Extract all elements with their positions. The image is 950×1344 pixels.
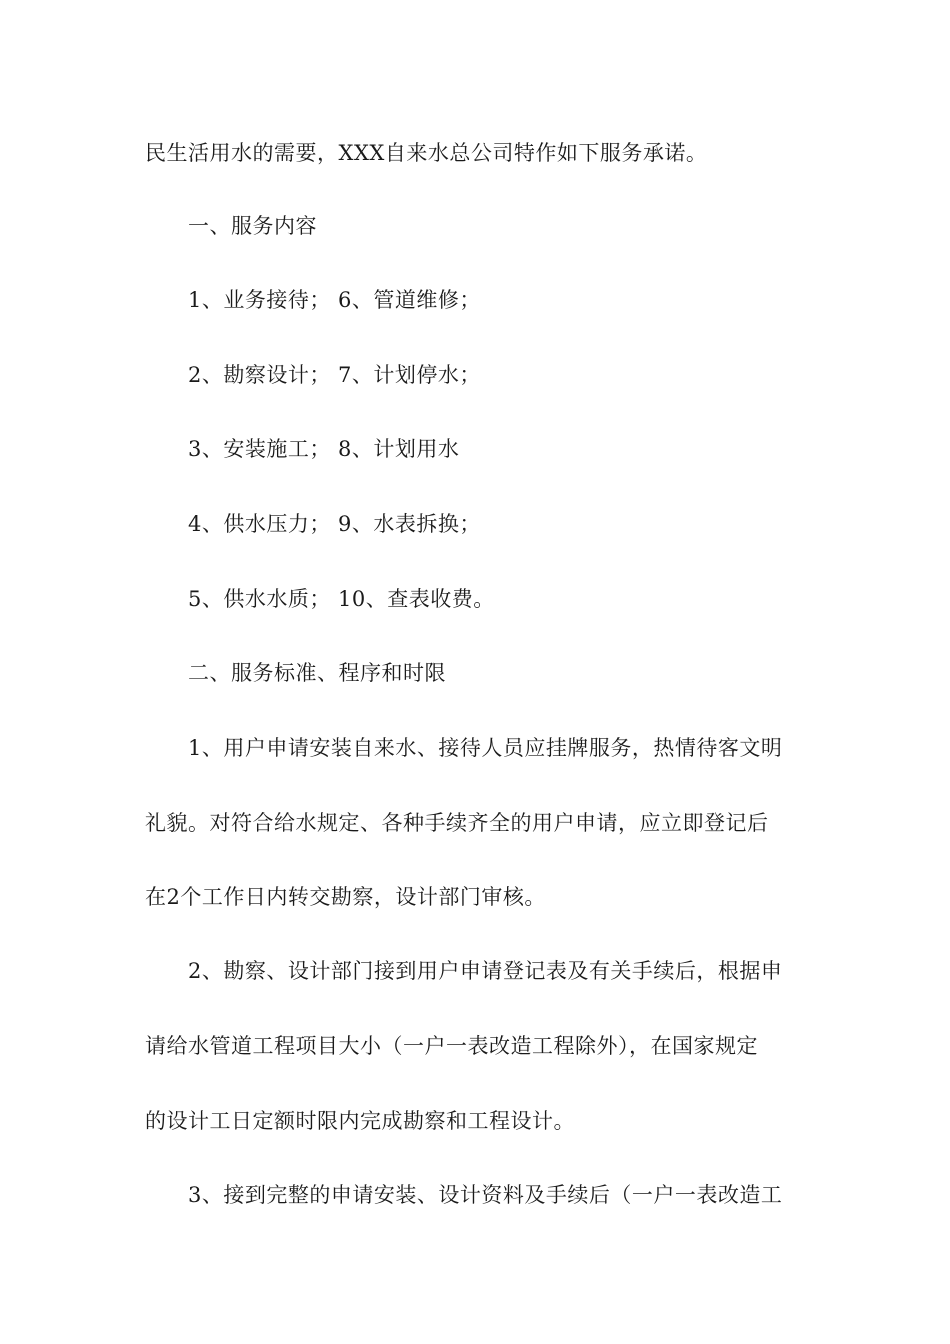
list-item-service-5-10: 5、供水水质； 10、查表收费。 [188, 587, 495, 611]
section-heading-service-content: 一、服务内容 [188, 214, 317, 238]
paragraph-1-line-2: 礼貌。对符合给水规定、各种手续齐全的用户申请，应立即登记后 [145, 811, 769, 835]
section-heading-service-standards: 二、服务标准、程序和时限 [188, 661, 446, 685]
paragraph-2-line-1: 2、勘察、设计部门接到用户申请登记表及有关手续后，根据申 [188, 959, 783, 983]
paragraph-2-line-3: 的设计工日定额时限内完成勘察和工程设计。 [145, 1109, 575, 1133]
paragraph-1-line-1: 1、用户申请安装自来水、接待人员应挂牌服务，热情待客文明 [188, 736, 783, 760]
paragraph-2-line-2: 请给水管道工程项目大小（一户一表改造工程除外），在国家规定 [145, 1034, 758, 1058]
list-item-service-3-8: 3、安装施工； 8、计划用水 [188, 437, 460, 461]
paragraph-1-line-3: 在2个工作日内转交勘察，设计部门审核。 [145, 885, 546, 909]
list-item-service-2-7: 2、勘察设计； 7、计划停水； [188, 363, 481, 387]
list-item-service-4-9: 4、供水压力； 9、水表拆换； [188, 512, 481, 536]
paragraph-intro-continuation: 民生活用水的需要，XXX自来水总公司特作如下服务承诺。 [145, 141, 708, 165]
paragraph-3-line-1: 3、接到完整的申请安装、设计资料及手续后（一户一表改造工 [188, 1183, 783, 1207]
list-item-service-1-6: 1、业务接待； 6、管道维修； [188, 288, 481, 312]
